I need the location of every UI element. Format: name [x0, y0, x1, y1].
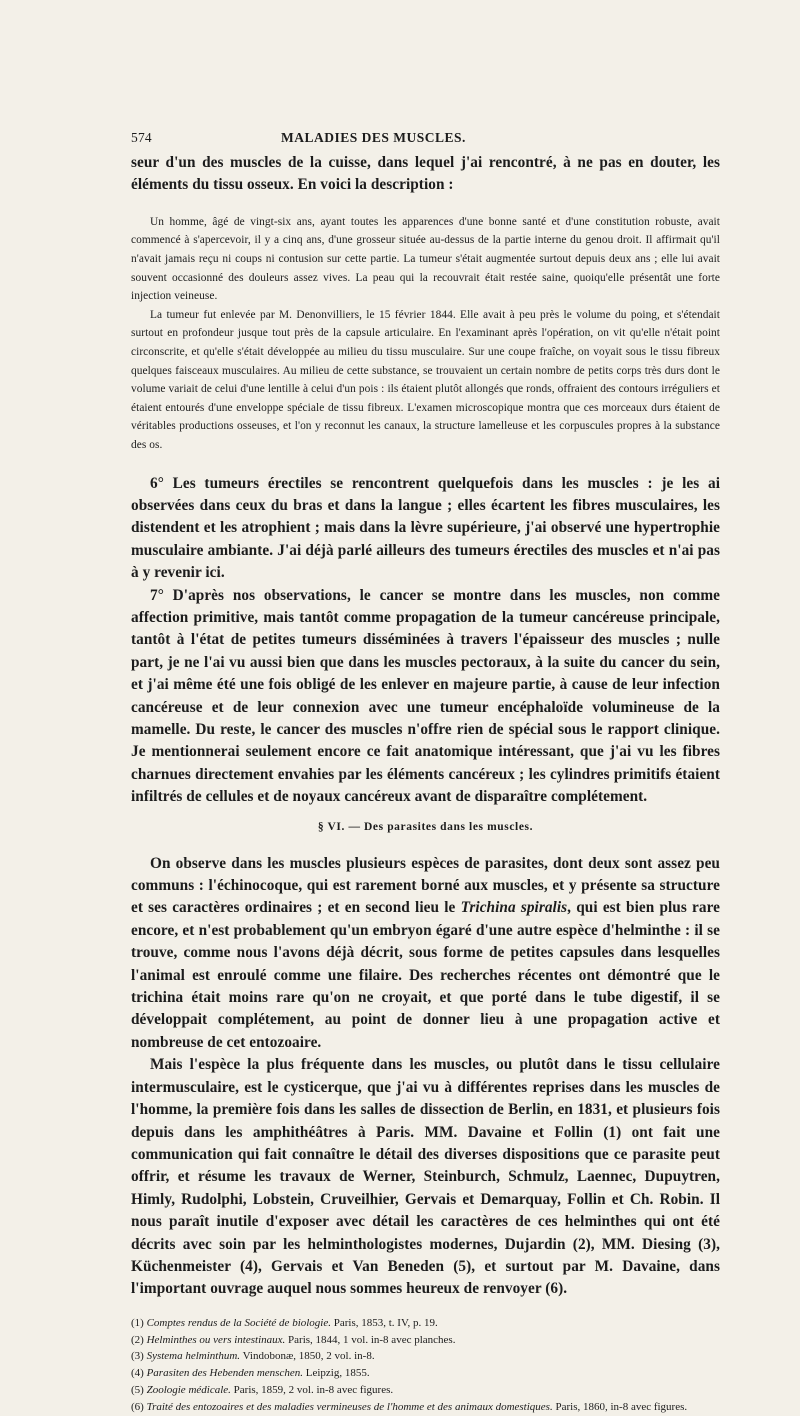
section-heading: § VI. — Des parasites dans les muscles. [317, 820, 534, 833]
footnote: (1) Comptes rendus de la Société de biologie. Paris, 1853, t. IV, p. 19. [131, 1316, 438, 1329]
footnotes [131, 1315, 720, 1416]
footnote: (5) Zoologie médicale. Paris, 1859, 2 vol. in-8 avec figures. [131, 1383, 394, 1396]
observation-paragraph-2: La tumeur fut enlevée par M. Denonvilliers, le 15 février 1844. Elle avait à peu près le volume du poing, et s'étendait surtout en profondeur jusque tout près de la capsule articulaire. En l'examinant après l'opération, on vit qu'elle n'était point circonscrite, et qu'elle s'était développée au milieu du tissu musculaire. Sur une coupe fraîche, on voyait sous le tissu fibreux quelques faisceaux musculaires. Au milieu de cette substance, se trouvaient un certain nombre de petits corps très durs dont le volume variait de celui d'une lentille à celui d'un pois : ils étaient plutôt allongés que ronds, offraient des contours irréguliers et étaient entourés d'une enveloppe spéciale de tissu fibreux. L'examen microscopique montra que ces morceaux durs étaient de véritables productions osseuses, et l'on y reconnut les canaux, la structure lamelleuse et les corpuscules propres à la substance des os. [131, 308, 720, 451]
running-title: MALADIES DES MUSCLES. [281, 130, 466, 145]
paragraph-cancer: 7° D'après nos observations, le cancer se montre dans les muscles, non comme affection primitive, mais tantôt comme propagation de la tumeur cancéreuse principale, tantôt à l'état de petites tumeurs disséminées à travers l'épaisseur des muscles ; nulle part, je ne l'ai vu aussi bien que dans les muscles pectoraux, à la suite du cancer du sein, et j'ai même été une fois obligé de les enlever en majeure partie, à cause de leur infection cancéreuse et de leur connexion avec une tumeur encéphaloïde volumineuse de la mamelle. Du reste, le cancer des muscles n'offre rien de spécial sous le rapport clinique. Je mentionnerai seulement encore ce fait anatomique intéressant, que j'ai vu les fibres charnues directement envahies par les éléments cancéreux ; les cylindres primitifs étaient infiltrés de cellules et de noyaux cancéreux avant de disparaître complétement. [131, 586, 720, 806]
footnote: (6) Traité des entozoaires et des maladies vermineuses de l'homme et des animaux domestiques. Paris, 1860, in-8 avec figures. [131, 1400, 688, 1413]
intro-paragraph: seur d'un des muscles de la cuisse, dans lequel j'ai rencontré, à ne pas en douter, les éléments du tissu osseux. En voici la description : [131, 154, 720, 194]
paragraph-cysticercus: Mais l'espèce la plus fréquente dans les muscles, ou plutôt dans le tissu cellulaire intermusculaire, est le cysticerque, que j'ai vu à différentes reprises dans les muscles de l'homme, la première fois dans les salles de dissection de Berlin, en 1831, et plusieurs fois depuis dans les amphithéâtres à Paris. MM. Davaine et Follin (1) ont fait une communication qui fait connaître le détail des diverses dispositions que ce parasite peut offrir, et résume les travaux de Werner, Steinburch, Schmulz, Laennec, Dupuytren, Himly, Rudolphi, Lobstein, Cruveilhier, Gervais et Demarquay, Follin et Ch. Robin. Il nous paraît inutile d'exposer avec détail les caractères de ces helminthes qui ont été décrits avec soin par les helminthologistes modernes, Dujardin (2), MM. Diesing (3), Küchenmeister (4), Gervais et Van Beneden (5), et surtout par M. Davaine, dans l'important ouvrage auquel nous sommes heureux de renvoyer (6). [131, 1056, 720, 1298]
footnote: (4) Parasiten des Hebenden menschen. Leipzig, 1855. [131, 1367, 370, 1380]
footnote: (2) Helminthes ou vers intestinaux. Paris, 1844, 1 vol. in-8 avec planches. [131, 1333, 456, 1346]
page-number: 574 [131, 130, 152, 145]
parasites-text-end: , qui est bien plus rare encore, et n'est probablement qu'un embryon égaré d'une autre espèce d'helminthe : il se trouve, comme nous l'avons déjà décrit, sous forme de petites capsules dans lesquelles l'animal est enroulé comme une filaire. Des recherches récentes ont démontré que le trichina était moins rare qu'on ne croyait, et que porté dans le tube digestif, il se développait complétement, au point de donner lieu à une propagation active et nombreuse de cet entozoaire. [131, 899, 721, 1051]
footnote: (3) Systema helminthum. Vindobonæ, 1850, 2 vol. in-8. [131, 1350, 375, 1363]
observation-paragraph-1: Un homme, âgé de vingt-six ans, ayant toutes les apparences d'une bonne santé et d'une constitution robuste, avait commencé à s'apercevoir, il y a cinq ans, d'une grosseur située au-dessus de la partie interne du genou droit. Il affirmait qu'il n'avait jamais reçu ni coups ni contusion sur cette partie. La tumeur s'était augmentée surtout depuis deux ans ; elle lui avait souvent occasionné des douleurs assez vives. La peau qui la recouvrait était restée saine, quoiqu'elle présentât une forte injection veineuse. [131, 215, 720, 303]
case-observation [131, 213, 720, 455]
running-header [131, 130, 720, 146]
parasites-text-start: On observe dans les muscles plusieurs espèces de parasites, dont deux sont assez peu communs : l'échinocoque, qui est rarement borné aux muscles, et y présente sa structure et ses caractères ordinaires ; et en second lieu le [131, 854, 720, 917]
paragraph-parasites [131, 853, 720, 1055]
paragraph-erectile-tumors: 6° Les tumeurs érectiles se rencontrent quelquefois dans les muscles : je les ai observées dans ceux du bras et dans la langue ; elles écartent les fibres musculaires, les distendent et les atrophient ; mais dans la lèvre supérieure, j'ai observé une hypertrophie musculaire ambiante. J'ai déjà parlé ailleurs des tumeurs érectiles des muscles et n'ai pas à y revenir ici. [131, 474, 720, 582]
trichina-name: Trichina spiralis [460, 899, 568, 917]
